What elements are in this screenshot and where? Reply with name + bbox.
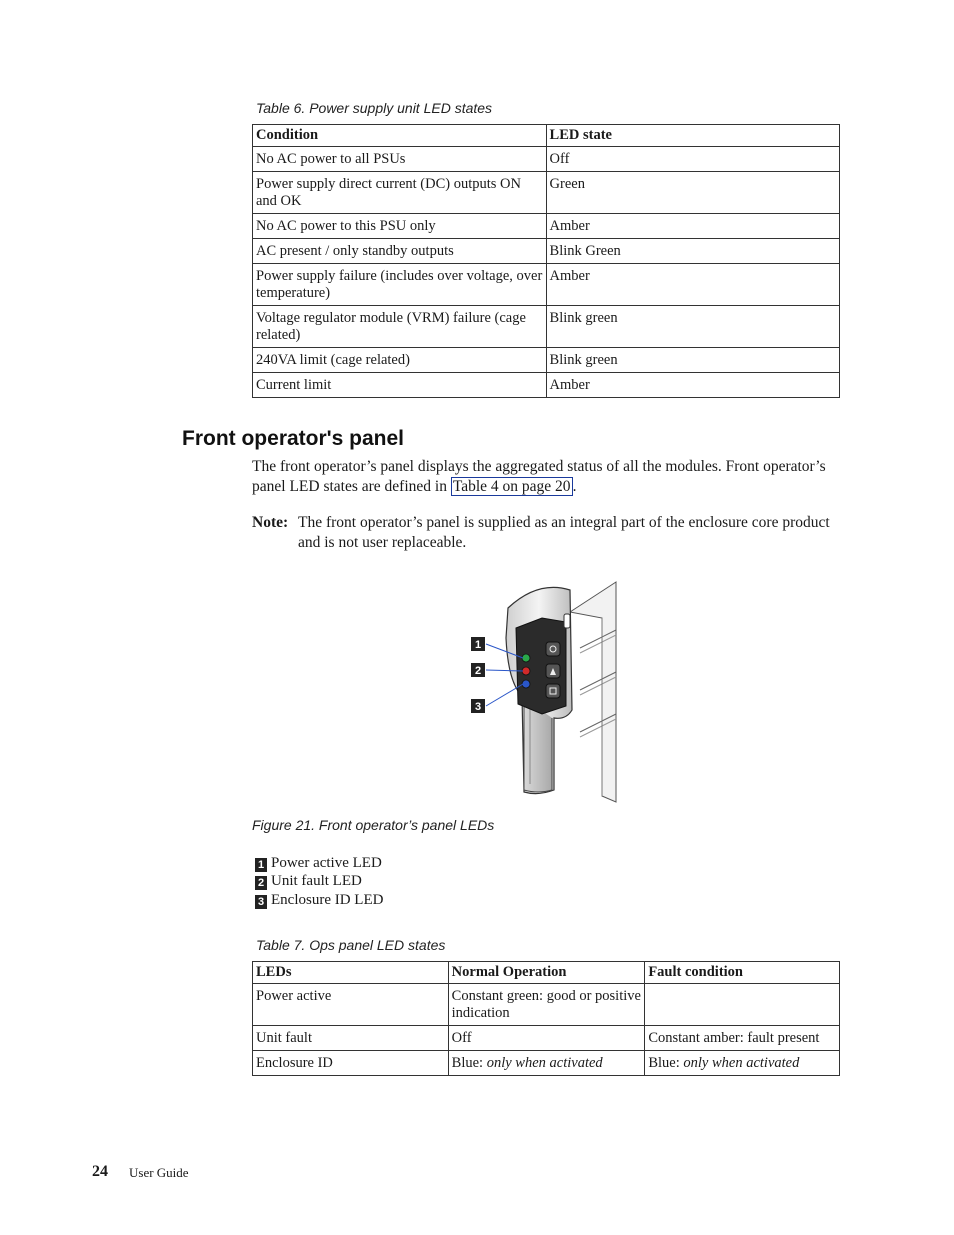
table7-caption: Table 7. Ops panel LED states: [256, 937, 446, 953]
table6-header-row: [253, 125, 840, 147]
table6-cell: Amber: [546, 214, 839, 239]
callout-1: [471, 637, 485, 651]
table-row: [253, 147, 840, 172]
enclosure-id-led: [522, 680, 530, 688]
table6-cell: Current limit: [253, 373, 547, 398]
callout-3: [471, 699, 485, 713]
table7-header-leds: LEDs: [253, 962, 449, 984]
table6: [252, 124, 840, 398]
callout-label: 3: [474, 701, 482, 713]
paragraph-end: .: [572, 477, 577, 495]
table7-cell: [448, 1051, 645, 1076]
table-row: [253, 214, 840, 239]
table6-cell: Blink green: [546, 306, 839, 348]
table6-cell: Voltage regulator module (VRM) failure (cage related): [253, 306, 547, 348]
table6-cell: Blink green: [546, 348, 839, 373]
table6-cell: 240VA limit (cage related): [253, 348, 547, 373]
table6-caption: Table 6. Power supply unit LED states: [256, 100, 493, 116]
legend-number: 2: [255, 876, 267, 890]
table6-cell: Power supply direct current (DC) outputs ON and OK: [253, 172, 547, 214]
table7-cell: Unit fault: [253, 1026, 449, 1051]
table-row: [253, 984, 840, 1026]
legend-item: [255, 854, 382, 872]
table7-cell: Power active: [253, 984, 449, 1026]
power-active-led: [522, 654, 530, 662]
table6-cell: Amber: [546, 264, 839, 306]
cell-italic: only when activated: [683, 1055, 800, 1071]
table-row: [253, 1026, 840, 1051]
legend-number: 1: [255, 858, 267, 872]
legend-item: [255, 891, 383, 909]
table6-cell: Power supply failure (includes over voltage, over temperature): [253, 264, 547, 306]
table6-header-condition: Condition: [253, 125, 547, 147]
section-paragraph: [252, 457, 842, 496]
table7-cell: [645, 984, 840, 1026]
table7-cell: Off: [448, 1026, 645, 1051]
figure-caption: Figure 21. Front operator’s panel LEDs: [252, 817, 495, 833]
legend-item: [255, 872, 362, 890]
paragraph-text: The front operator’s panel displays the aggregated status of all the modules. Front operator’s panel LED states are defined in: [252, 458, 826, 495]
unit-fault-led: [522, 667, 530, 675]
table7-cell: Enclosure ID: [253, 1051, 449, 1076]
table7-header-normal: Normal Operation: [448, 962, 645, 984]
cell-prefix: Blue:: [648, 1055, 684, 1071]
cell-italic: only when activated: [486, 1055, 603, 1071]
chassis-drive-bays: [570, 582, 616, 802]
table-row: [253, 1051, 840, 1076]
table-row: [253, 239, 840, 264]
table7-cell: [645, 1051, 840, 1076]
note-label: Note:: [252, 514, 289, 531]
table-row: [253, 373, 840, 398]
table6-cell: Blink Green: [546, 239, 839, 264]
callout-label: 1: [474, 639, 482, 651]
table6-cell: AC present / only standby outputs: [253, 239, 547, 264]
table7: [252, 961, 840, 1076]
table-row: [253, 348, 840, 373]
legend-label: Enclosure ID LED: [271, 892, 384, 908]
table6-cell: No AC power to all PSUs: [253, 147, 547, 172]
table-row: [253, 264, 840, 306]
table6-cell: Green: [546, 172, 839, 214]
table7-header-row: [253, 962, 840, 984]
table7-cell: Constant green: good or positive indication: [448, 984, 645, 1026]
note: [252, 513, 842, 552]
table6-cell: No AC power to this PSU only: [253, 214, 547, 239]
table-row: [253, 172, 840, 214]
table6-cell: Amber: [546, 373, 839, 398]
cell-prefix: Blue:: [451, 1055, 487, 1071]
table7-header-fault: Fault condition: [645, 962, 840, 984]
front-operator-panel-illustration: [468, 578, 620, 806]
panel-button: [546, 684, 560, 698]
legend-label: Power active LED: [271, 855, 382, 871]
table6-header-led-state: LED state: [546, 125, 839, 147]
table6-cell: Off: [546, 147, 839, 172]
footer-title: User Guide: [129, 1165, 189, 1180]
legend-label: Unit fault LED: [271, 873, 362, 889]
section-heading: Front operator's panel: [182, 427, 405, 450]
legend-number: 3: [255, 895, 267, 909]
panel-bezel: [506, 587, 572, 793]
table-row: [253, 306, 840, 348]
note-text: The front operator’s panel is supplied as an integral part of the enclosure core product and is not user replaceable.: [298, 514, 830, 551]
table4-link[interactable]: Table 4 on page 20: [452, 477, 571, 495]
panel-button: [546, 642, 560, 656]
page-number: 24: [92, 1163, 108, 1180]
callout-2: [471, 663, 485, 677]
table7-cell: Constant amber: fault present: [645, 1026, 840, 1051]
callout-label: 2: [474, 665, 482, 677]
